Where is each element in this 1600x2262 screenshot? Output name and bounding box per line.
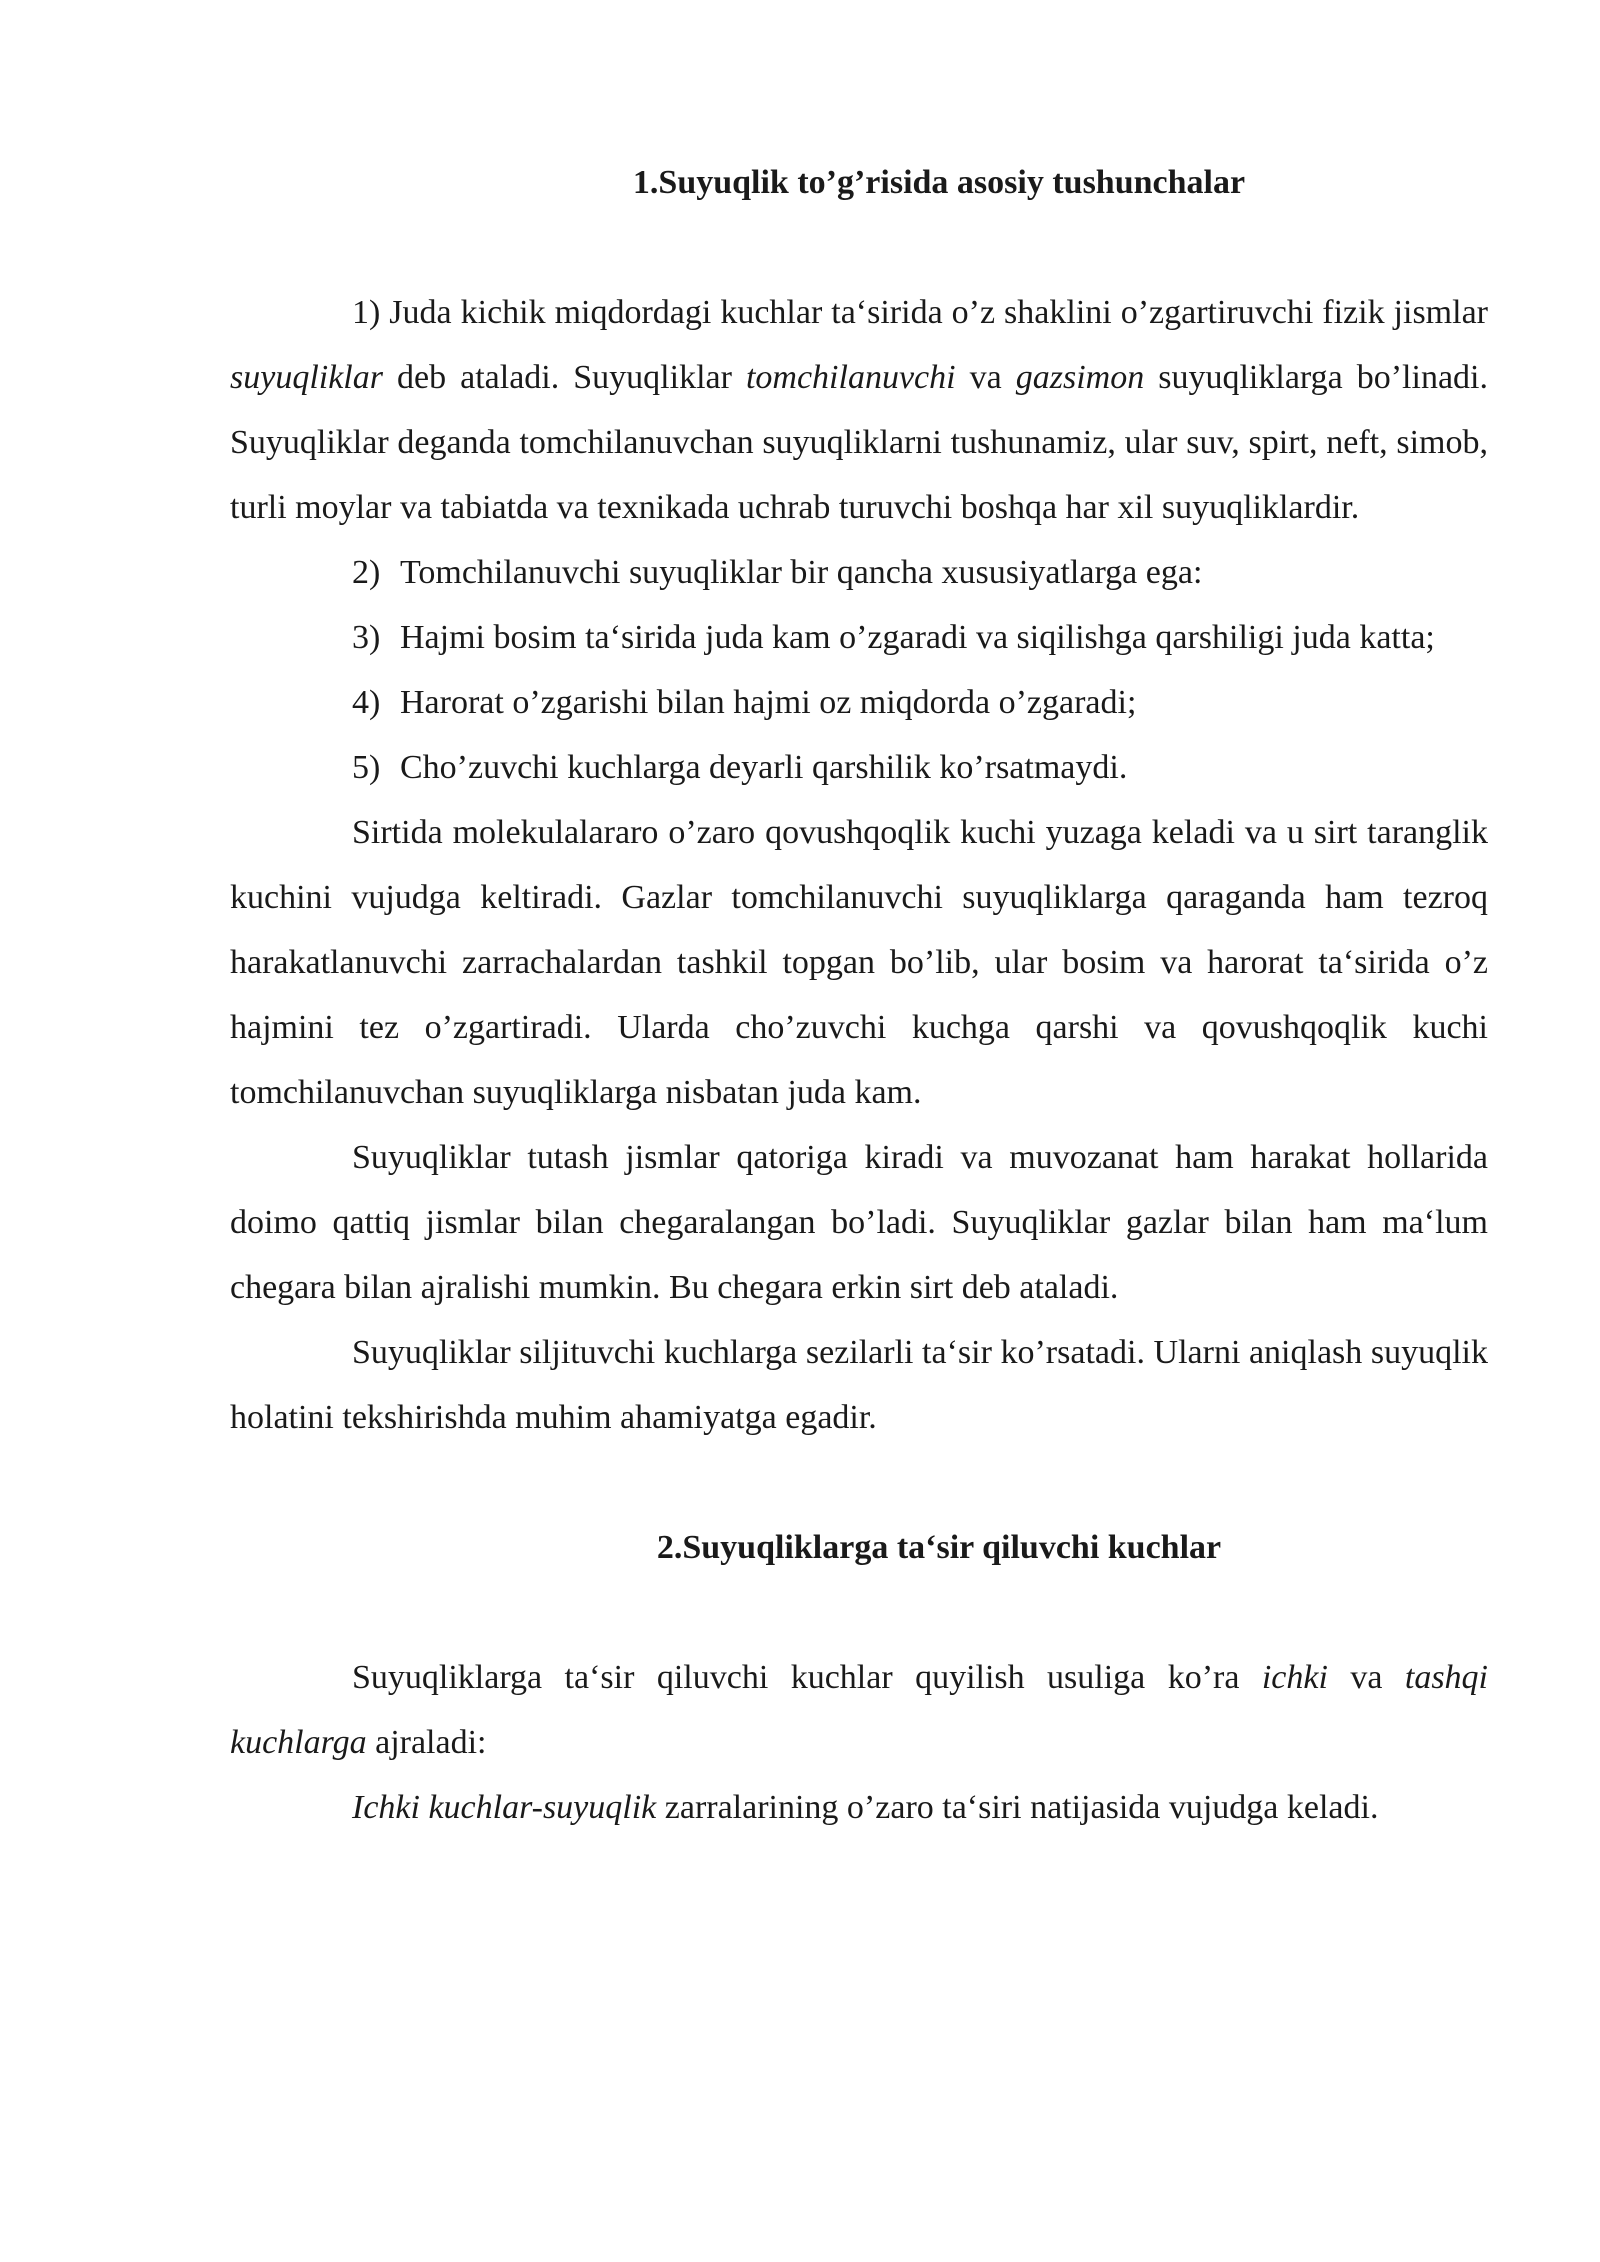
italic-term: suyuqliklar <box>230 359 383 396</box>
list-text: Tomchilanuvchi suyuqliklar bir qancha xususiyatlarga ega: <box>400 554 1203 591</box>
list-number: 3) <box>352 619 381 656</box>
list-text: Cho’zuvchi kuchlarga deyarli qarshilik ko’rsatmaydi. <box>400 749 1128 786</box>
italic-term: ichki <box>1261 1659 1328 1696</box>
paragraph-surface-tension: Sirtida molekulalararo o’zaro qovushqoqlik kuchi yuzaga keladi va u sirt taranglik kuchini vujudga keltiradi. Gazlar tomchilanuvchi suyuqliklarga qaraganda ham tezroq harakatlanuvchi zarrachalardan tashkil topgan bo’lib, ular bosim va harorat ta‘sirida o’z hajmini tez o’zgartiradi. Ularda cho’zuvchi kuchga qarshi va qovushqoqlik kuchi tomchilanuvchan suyuqliklarga nisbatan juda kam. <box>230 814 1488 1111</box>
list-number: 5) <box>352 749 381 786</box>
section-2-title: 2.Suyuqliklarga ta‘sir qiluvchi kuchlar <box>656 1529 1222 1566</box>
list-item <box>230 605 1488 670</box>
text-run: Suyuqliklarga ta‘sir qiluvchi kuchlar quyilish usuliga ko’ra <box>352 1659 1262 1696</box>
list-item <box>230 670 1488 735</box>
text-run: deb ataladi. Suyuqliklar <box>382 359 746 396</box>
list-number: 4) <box>352 684 381 721</box>
document-page <box>230 150 1488 1840</box>
list-number: 2) <box>352 554 381 591</box>
text-run: suyuqliklarga bo’linadi. Suyuqliklar deganda tomchilanuvchan suyuqliklarni tushunamiz, ular suv, spirt, neft, simob, turli moylar va tabiatda va texnikada uchrab turuvchi boshqa har xil suyuqliklardir. <box>230 359 1488 526</box>
list-item <box>230 540 1488 605</box>
paragraph-continuum: Suyuqliklar tutash jismlar qatoriga kiradi va muvozanat ham harakat hollarida doimo qattiq jismlar bilan chegaralangan bo’ladi. Suyuqliklar gazlar bilan ham ma‘lum chegara bilan ajralishi mumkin. Bu chegara erkin sirt deb ataladi. <box>230 1139 1488 1306</box>
paragraph-definition <box>230 280 1488 540</box>
paragraph-shear: Suyuqliklar siljituvchi kuchlarga sezilarli ta‘sir ko’rsatadi. Ularni aniqlash suyuqlik holatini tekshirishda muhim ahamiyatga egadir. <box>230 1334 1488 1436</box>
italic-term: gazsimon <box>1015 359 1145 396</box>
list-text: Harorat o’zgarishi bilan hajmi oz miqdorda o’zgaradi; <box>400 684 1137 721</box>
paragraph-forces <box>230 1645 1488 1775</box>
text-run: zarralarining o’zaro ta‘siri natijasida vujudga keladi. <box>656 1789 1379 1826</box>
text-run: ajraladi: <box>366 1724 487 1761</box>
text-run: va <box>955 359 1016 396</box>
paragraph-internal-forces <box>230 1775 1488 1840</box>
italic-term: tashqi kuchlarga <box>230 1659 1488 1761</box>
list-item <box>230 735 1488 800</box>
text-run: 1) Juda kichik miqdordagi kuchlar ta‘sirida o’z shaklini o’zgartiruvchi fizik jismlar <box>352 294 1488 331</box>
text-run: va <box>1327 1659 1405 1696</box>
section-1-title: 1.Suyuqlik to’g’risida asosiy tushunchalar <box>632 164 1246 201</box>
list-text: Hajmi bosim ta‘sirida juda kam o’zgaradi va siqilishga qarshiligi juda katta; <box>400 619 1435 656</box>
italic-term: Ichki kuchlar-suyuqlik <box>352 1789 657 1826</box>
italic-term: tomchilanuvchi <box>745 359 956 396</box>
